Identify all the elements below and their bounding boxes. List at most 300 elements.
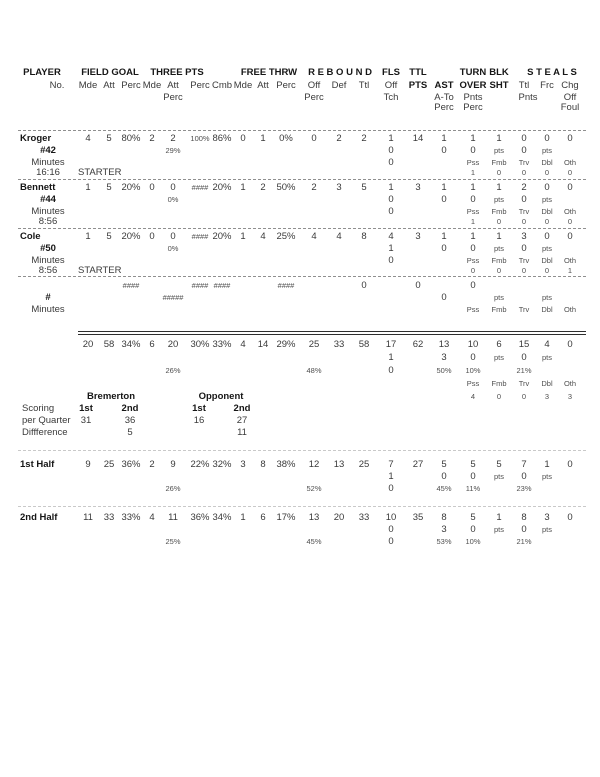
kroger-minutes-label: Minutes [31, 157, 65, 168]
cole-l3-to: 0 [470, 266, 476, 275]
bennett-l2-stt: Trv [518, 207, 530, 216]
header-l1-cmb: Cmb [211, 80, 233, 91]
second-half-l0-fta: 6 [260, 512, 266, 523]
kroger-l0-cmb: 86% [212, 133, 232, 144]
header-l2-tpa: Perc [163, 92, 183, 103]
second-half-l0-fls: 10 [385, 512, 397, 523]
first-half-l2-tpa: 26% [165, 484, 181, 493]
second-half-l0-stc: 0 [567, 512, 573, 523]
second-half-l0-to: 5 [470, 512, 476, 523]
kroger-l0-fga: 5 [106, 133, 112, 144]
cole-l0-stt: 3 [521, 231, 527, 242]
totals-l0-ftp: 29% [276, 339, 296, 350]
totals-l0-ast: 13 [438, 339, 450, 350]
header-l1-stf: Frc [540, 80, 554, 91]
scoring-l2-o2: 27 [236, 415, 248, 426]
scoring-l1-o1: 1st [192, 403, 206, 414]
cole-l0-fta: 4 [260, 231, 266, 242]
scoring-l3-o2: 11 [237, 427, 247, 438]
totals-l1-ast: 3 [441, 352, 447, 363]
totals-l0-to: 10 [467, 339, 479, 350]
scoring-team-name: Bremerton [86, 391, 136, 402]
totals-l2-fls: 0 [388, 365, 394, 376]
kroger-l0-to: 1 [470, 133, 476, 144]
bennett-l3-blk: 0 [496, 217, 502, 226]
player-blank-l2-stf: Dbl [541, 305, 553, 314]
header-l2-ast: A-To [434, 92, 454, 103]
player-blank-l2-stt: Trv [518, 305, 530, 314]
cole-l1-stt: 0 [521, 243, 527, 254]
kroger-l0-blk: 1 [496, 133, 502, 144]
totals-l3-stf: Dbl [541, 379, 553, 388]
totals-l1-stt: 0 [521, 352, 527, 363]
cole-l0-fgp: 20% [121, 231, 141, 242]
first-half-l0-tpm: 2 [149, 459, 155, 470]
header-l1-stt: Ttl [518, 80, 530, 91]
kroger-l0-rbo: 0 [311, 133, 317, 144]
second-half-l2-fls: 0 [388, 536, 394, 547]
totals-l1-blk: pts [493, 353, 505, 362]
row-separator-line [18, 506, 586, 507]
player-blank-l1-ast: 0 [441, 292, 447, 303]
header-l0-hst: S T E A L S [527, 67, 577, 78]
scoring-l2-b1: 31 [80, 415, 92, 426]
kroger-l0-fgp: 80% [121, 133, 141, 144]
header-l0-pts: TTL [409, 67, 427, 78]
second-half-l2-to: 10% [465, 537, 481, 546]
first-half-l0-tpp: 22% [190, 459, 210, 470]
kroger-l0-ftp: 0% [279, 133, 293, 144]
kroger-l1-stf: pts [541, 146, 553, 155]
kroger-l0-pts: 14 [412, 133, 424, 144]
first-half-l0-fls: 7 [388, 459, 394, 470]
header-l0-fls: FLS [382, 67, 400, 78]
cole-l0-blk: 1 [496, 231, 502, 242]
kroger-l0-ast: 1 [441, 133, 447, 144]
kroger-l3-stf: 0 [544, 168, 550, 177]
header-l1-ast: AST [434, 80, 454, 91]
header-l1-to: OVER [459, 80, 487, 91]
scoring-l1-o2: 2nd [233, 403, 251, 414]
cole-player-name: Cole [20, 231, 41, 242]
header-l0-to: TURN [459, 67, 487, 78]
totals-l0-cmb: 33% [212, 339, 232, 350]
first-half-l2-to: 11% [465, 484, 481, 493]
bennett-l2-blk: Fmb [491, 207, 507, 216]
bennett-l3-stf: 0 [544, 217, 550, 226]
second-half-l0-tpp: 36% [190, 512, 210, 523]
totals-l2-tpa: 26% [165, 366, 181, 375]
first-half-l0-ftm: 3 [240, 459, 246, 470]
second-half-l2-stt: 21% [516, 537, 532, 546]
totals-l0-tpa: 20 [167, 339, 179, 350]
cole-l3-stc: 1 [567, 266, 573, 275]
first-half-l0-cmb: 32% [212, 459, 232, 470]
totals-l0-tpm: 6 [149, 339, 155, 350]
first-half-l1-to: 0 [470, 471, 476, 482]
cole-l0-ftm: 1 [240, 231, 246, 242]
scoring-difference-label: Diffference [22, 427, 68, 438]
kroger-l1-blk: pts [493, 146, 505, 155]
kroger-l1-tpa: 29% [165, 146, 181, 155]
kroger-l0-stc: 0 [567, 133, 573, 144]
header-l0-hp: PLAYER [23, 67, 61, 78]
player-blank-player-number: # [45, 292, 51, 303]
cole-l0-rbd: 4 [336, 231, 342, 242]
bennett-l0-cmb: 20% [212, 182, 232, 193]
header-l1-ftm: Mde [233, 80, 253, 91]
cole-l0-tpm: 0 [149, 231, 155, 242]
second-half-l1-stt: 0 [521, 524, 527, 535]
totals-l0-rbt: 58 [358, 339, 370, 350]
bennett-l0-ftp: 50% [276, 182, 296, 193]
second-half-l0-fgp: 33% [121, 512, 141, 523]
kroger-l0-stf: 0 [544, 133, 550, 144]
bennett-l0-tpa: 0 [170, 182, 176, 193]
header-l1-no: No. [49, 80, 65, 91]
header-l3-to: Perc [463, 102, 483, 113]
second-half-l0-rbt: 33 [358, 512, 370, 523]
kroger-l0-ftm: 0 [240, 133, 246, 144]
totals-l0-fta: 14 [257, 339, 269, 350]
kroger-l3-blk: 0 [496, 168, 502, 177]
header-l0-hrb: R E B O U N D [308, 67, 372, 78]
kroger-starter-badge: STARTER [78, 167, 122, 178]
header-l1-fta: Att [257, 80, 269, 91]
totals-l4-stf: 3 [544, 392, 550, 401]
header-l0-hft: FREE THRW [240, 67, 298, 78]
scoring-l3-b2: 5 [127, 427, 133, 438]
player-blank-l0-fgp: #### [122, 281, 140, 290]
header-l2-rbo: Perc [304, 92, 324, 103]
totals-l0-fgm: 20 [82, 339, 94, 350]
scoring-scoring-label: Scoring [22, 403, 55, 414]
second-half-l1-ast: 3 [441, 524, 447, 535]
kroger-l0-tpa: 2 [170, 133, 176, 144]
kroger-l3-stt: 0 [521, 168, 527, 177]
row-separator-line [18, 276, 586, 277]
cole-l2-stc: Oth [563, 256, 577, 265]
second-half-l0-ftp: 17% [276, 512, 296, 523]
scoring-l2-o1: 16 [193, 415, 205, 426]
player-blank-l0-pts: 0 [415, 280, 421, 291]
kroger-l3-to: 1 [470, 168, 476, 177]
header-l3-ast: Perc [434, 102, 454, 113]
bennett-l2-stf: Dbl [541, 207, 553, 216]
header-l1-fls: Off [384, 80, 398, 91]
bennett-l0-fgp: 20% [121, 182, 141, 193]
header-l1-fgm: Mde [78, 80, 98, 91]
bennett-l0-rbd: 3 [336, 182, 342, 193]
cole-l1-ast: 0 [441, 243, 447, 254]
totals-l4-stc: 3 [567, 392, 573, 401]
kroger-l1-stt: 0 [521, 145, 527, 156]
cole-l3-stf: 0 [544, 266, 550, 275]
totals-l2-stt: 21% [516, 366, 532, 375]
bennett-l0-stc: 0 [567, 182, 573, 193]
header-l3-stc: Foul [560, 102, 580, 113]
first-half-l1-fls: 1 [388, 471, 394, 482]
totals-l0-pts: 62 [412, 339, 424, 350]
bennett-l3-stt: 0 [521, 217, 527, 226]
header-l1-stc: Chg [561, 80, 579, 91]
totals-l0-fls: 17 [385, 339, 397, 350]
kroger-player-name: Kroger [20, 133, 52, 144]
totals-l0-blk: 6 [496, 339, 502, 350]
second-half-l0-fgm: 11 [83, 512, 93, 523]
first-half-row-label: 1st Half [20, 459, 55, 470]
totals-l4-stt: 0 [521, 392, 527, 401]
totals-l0-fgp: 34% [121, 339, 141, 350]
second-half-l1-blk: pts [493, 525, 505, 534]
kroger-l2-blk: Fmb [491, 158, 507, 167]
bennett-l3-stc: 0 [567, 217, 573, 226]
kroger-l0-tpp: 100% [190, 134, 210, 143]
bennett-l0-rbo: 2 [311, 182, 317, 193]
header-l1-rbt: Ttl [358, 80, 370, 91]
first-half-l0-stf: 1 [544, 459, 550, 470]
first-half-l1-ast: 0 [441, 471, 447, 482]
bennett-l1-blk: pts [493, 195, 505, 204]
kroger-l2-stc: Oth [563, 158, 577, 167]
scoring-l1-b2: 2nd [121, 403, 139, 414]
kroger-l0-fta: 1 [260, 133, 266, 144]
bennett-l2-fls: 0 [388, 206, 394, 217]
first-half-l1-blk: pts [493, 472, 505, 481]
bennett-l1-stf: pts [541, 195, 553, 204]
bennett-l1-fls: 0 [388, 194, 394, 205]
scoring-l2-b2: 36 [124, 415, 136, 426]
totals-l3-blk: Fmb [491, 379, 507, 388]
totals-l0-rbd: 33 [333, 339, 345, 350]
totals-l0-rbo: 25 [308, 339, 320, 350]
player-blank-l0-cmb: #### [213, 281, 231, 290]
bennett-l0-rbt: 5 [361, 182, 367, 193]
cole-l0-stf: 0 [544, 231, 550, 242]
header-l1-blk: SHT [489, 80, 509, 91]
totals-separator-line [78, 331, 586, 332]
header-l1-tpm: Mde [142, 80, 162, 91]
header-l2-bkp: Pnts [518, 92, 538, 103]
bennett-l0-fls: 1 [388, 182, 394, 193]
second-half-l1-fls: 0 [388, 524, 394, 535]
second-half-l0-tpa: 11 [168, 512, 178, 523]
first-half-l0-rbt: 25 [358, 459, 370, 470]
header-l2-to: Pnts [463, 92, 483, 103]
first-half-l0-fta: 8 [260, 459, 266, 470]
cole-starter-badge: STARTER [78, 265, 122, 276]
cole-l0-fls: 4 [388, 231, 394, 242]
cole-l0-ftp: 25% [276, 231, 296, 242]
totals-l1-fls: 1 [388, 352, 394, 363]
cole-l1-to: 0 [470, 243, 476, 254]
header-l0-htp: THREE PTS [150, 67, 204, 78]
second-half-row-label: 2nd Half [20, 512, 58, 523]
second-half-l1-to: 0 [470, 524, 476, 535]
player-blank-l0-rbt: 0 [361, 280, 367, 291]
bennett-player-number: #44 [40, 194, 56, 205]
second-half-l0-blk: 1 [496, 512, 502, 523]
cole-l0-rbo: 4 [311, 231, 317, 242]
first-half-l2-stt: 23% [516, 484, 532, 493]
row-separator-line [18, 450, 586, 451]
bennett-minutes-value: 8:56 [38, 216, 58, 227]
cole-player-number: #50 [40, 243, 56, 254]
second-half-l0-rbd: 20 [333, 512, 345, 523]
header-l0-blk: BLK [489, 67, 509, 78]
row-separator-line [18, 228, 586, 229]
bennett-l1-stt: 0 [521, 194, 527, 205]
totals-l2-rbo: 48% [306, 366, 322, 375]
bennett-l0-fgm: 1 [85, 182, 91, 193]
cole-l2-fls: 0 [388, 255, 394, 266]
first-half-l0-tpa: 9 [170, 459, 176, 470]
cole-l3-blk: 0 [496, 266, 502, 275]
first-half-l0-pts: 27 [412, 459, 424, 470]
kroger-l0-rbd: 2 [336, 133, 342, 144]
cole-l2-stt: Trv [518, 256, 530, 265]
first-half-l0-stc: 0 [567, 459, 573, 470]
kroger-l0-tpm: 2 [149, 133, 155, 144]
cole-minutes-value: 8:56 [38, 265, 58, 276]
cole-l2-blk: Fmb [491, 256, 507, 265]
totals-l0-stf: 4 [544, 339, 550, 350]
header-l1-rbd: Def [331, 80, 347, 91]
cole-l0-cmb: 20% [212, 231, 232, 242]
header-l2-stc: Off [563, 92, 577, 103]
bennett-l1-tpa: 0% [167, 195, 179, 204]
kroger-l0-fls: 1 [388, 133, 394, 144]
kroger-l0-rbt: 2 [361, 133, 367, 144]
second-half-l0-stf: 3 [544, 512, 550, 523]
cole-l1-blk: pts [493, 244, 505, 253]
header-l0-hfg: FIELD GOAL [81, 67, 139, 78]
first-half-l0-rbd: 13 [333, 459, 345, 470]
player-blank-l1-tpa: ##### [162, 293, 184, 302]
bennett-l1-ast: 0 [441, 194, 447, 205]
cole-l3-stt: 0 [521, 266, 527, 275]
second-half-l0-ftm: 1 [240, 512, 246, 523]
player-blank-l2-stc: Oth [563, 305, 577, 314]
cole-l0-ast: 1 [441, 231, 447, 242]
first-half-l2-fls: 0 [388, 483, 394, 494]
bennett-l0-blk: 1 [496, 182, 502, 193]
bennett-l0-fga: 5 [106, 182, 112, 193]
player-blank-l0-ftp: #### [277, 281, 295, 290]
first-half-l0-fga: 25 [103, 459, 115, 470]
scoring-per-quarter-label: per Quarter [22, 415, 71, 426]
first-half-l2-rbo: 52% [306, 484, 322, 493]
player-blank-l1-stf: pts [541, 293, 553, 302]
first-half-l0-fgp: 36% [121, 459, 141, 470]
kroger-l2-stf: Dbl [541, 158, 553, 167]
player-blank-l2-blk: Fmb [491, 305, 507, 314]
row-separator-line [18, 179, 586, 180]
kroger-l1-to: 0 [470, 145, 476, 156]
bennett-l0-to: 1 [470, 182, 476, 193]
cole-l2-stf: Dbl [541, 256, 553, 265]
totals-l2-to: 10% [465, 366, 481, 375]
second-half-l1-stf: pts [541, 525, 553, 534]
totals-l4-to: 4 [470, 392, 476, 401]
cole-l0-stc: 0 [567, 231, 573, 242]
cole-l2-to: Pss [466, 256, 480, 265]
second-half-l2-tpa: 25% [165, 537, 181, 546]
scoring-opponent-label: Opponent [198, 391, 244, 402]
header-l2-fls: Tch [383, 92, 399, 103]
bennett-l3-to: 1 [470, 217, 476, 226]
cole-l1-tpa: 0% [167, 244, 179, 253]
totals-l4-blk: 0 [496, 392, 502, 401]
totals-l2-ast: 50% [436, 366, 452, 375]
second-half-l0-fga: 33 [103, 512, 115, 523]
bennett-l2-to: Pss [466, 207, 480, 216]
header-l1-fgp: Perc [121, 80, 141, 91]
first-half-l0-fgm: 9 [85, 459, 91, 470]
bennett-l1-to: 0 [470, 194, 476, 205]
bennett-l0-stf: 0 [544, 182, 550, 193]
first-half-l0-to: 5 [470, 459, 476, 470]
bennett-l0-tpm: 0 [149, 182, 155, 193]
kroger-minutes-value: 16:16 [36, 167, 60, 178]
cole-l0-fgm: 1 [85, 231, 91, 242]
first-half-l0-ast: 5 [441, 459, 447, 470]
cole-l0-pts: 3 [415, 231, 421, 242]
kroger-player-number: #42 [40, 145, 56, 156]
kroger-l3-stc: 0 [567, 168, 573, 177]
header-l1-rbo: Off [307, 80, 321, 91]
bennett-l0-pts: 3 [415, 182, 421, 193]
bennett-l0-tpp: #### [191, 183, 209, 192]
totals-l0-fga: 58 [103, 339, 115, 350]
totals-l1-stf: pts [541, 353, 553, 362]
cole-l1-fls: 1 [388, 243, 394, 254]
totals-l3-stc: Oth [563, 379, 577, 388]
totals-l3-to: Pss [466, 379, 480, 388]
kroger-l0-fgm: 4 [85, 133, 91, 144]
first-half-l0-stt: 7 [521, 459, 527, 470]
cole-l0-rbt: 8 [361, 231, 367, 242]
cole-l0-to: 1 [470, 231, 476, 242]
bennett-l0-ast: 1 [441, 182, 447, 193]
player-blank-l0-to: 0 [470, 280, 476, 291]
first-half-l0-rbo: 12 [308, 459, 320, 470]
kroger-l1-ast: 0 [441, 145, 447, 156]
cole-l0-tpa: 0 [170, 231, 176, 242]
second-half-l0-rbo: 13 [308, 512, 320, 523]
player-blank-l1-blk: pts [493, 293, 505, 302]
header-l1-tpa: Att [167, 80, 179, 91]
kroger-l2-to: Pss [466, 158, 480, 167]
bennett-l2-stc: Oth [563, 207, 577, 216]
totals-separator-line [78, 334, 586, 335]
totals-l0-stt: 15 [518, 339, 530, 350]
kroger-l2-fls: 0 [388, 157, 394, 168]
kroger-l1-fls: 0 [388, 145, 394, 156]
header-l1-pts: PTS [408, 80, 428, 91]
header-l1-fga: Att [103, 80, 115, 91]
bennett-minutes-label: Minutes [31, 206, 65, 217]
bennett-l0-fta: 2 [260, 182, 266, 193]
totals-l0-stc: 0 [567, 339, 573, 350]
player-blank-l2-to: Pss [466, 305, 480, 314]
second-half-l2-rbo: 45% [306, 537, 322, 546]
kroger-l2-stt: Trv [518, 158, 530, 167]
first-half-l2-ast: 45% [436, 484, 452, 493]
first-half-l0-blk: 5 [496, 459, 502, 470]
first-half-l0-ftp: 38% [276, 459, 296, 470]
totals-l0-ftm: 4 [240, 339, 246, 350]
